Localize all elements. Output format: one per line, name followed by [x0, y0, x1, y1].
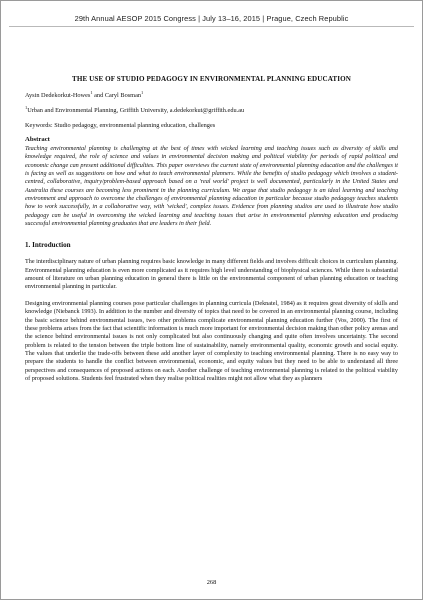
paper-body: [25, 75, 398, 391]
affiliation-text: Urban and Environmental Planning, Griffith University, a.dedekorkut@griffith.edu.au: [27, 107, 245, 114]
abstract-heading: Abstract: [25, 136, 50, 143]
paper-title: THE USE OF STUDIO PEDAGOGY IN ENVIRONMENTAL PLANNING EDUCATION: [72, 75, 351, 83]
affiliation-marker: 1: [90, 89, 93, 95]
affiliation-marker: 1: [141, 89, 144, 95]
page-number: 268: [206, 579, 217, 586]
affiliation: [25, 104, 398, 114]
section-heading: 1. Introduction: [25, 241, 71, 250]
body-paragraph: The interdisciplinary nature of urban planning requires basic knowledge in many different fields and involves difficult choices in curriculum planning. Environmental planning education is even more complicated as it requires high level understanding of biophysical sciences. While there is substantial amount of literature on urban planning education in general there is little on the environmental component of urban planning education or teaching environmental planning in particular.: [25, 258, 398, 291]
keywords: Keywords: Studio pedagogy, environmental planning education, challenges: [25, 122, 216, 129]
author-line: [25, 89, 398, 99]
author-connector: and: [92, 92, 105, 99]
author-name: Aysin Dedekorkut-Howes: [25, 92, 91, 99]
running-header: 29th Annual AESOP 2015 Congress | July 13–16, 2015 | Prague, Czech Republic: [74, 14, 349, 23]
body-paragraph: Designing environmental planning courses pose particular challenges in planning curricula (Deknatel, 1984) as it requires great diversity of skills and knowledge (Niebanck 1993). In addition to the number and diversity of topics that need to be covered in an environmental planning course, including the basic science behind environmental issues, two other problems complicate environmental planning education further (Vos, 2000). The first of these problems arises from the fact that scientific information is much more important for environmental decision making than other policy arenas and the science behind environmental issues is not only complicated but also continuously changing and quite often involves uncertainty. The second problem is related to the tension between the triple bottom line of sustainability, namely environmental quality, economic growth and social equity. The values that underlie the trade-offs between these add another layer of complexity to teaching environmental planning. There is no easy way to prepare the students to handle the conflict between environmental, economic, and equity values but they need to be able to understand all three perspectives and consequences of proposed actions on each. Another challenge of teaching environmental planning is related to the political viability of proposed solutions. Students feel frustrated when they realise political realities might not allow what they as planners: [25, 299, 398, 382]
header-divider: [9, 26, 414, 27]
author-name: Caryl Bosman: [104, 92, 142, 99]
affiliation-marker: 1: [25, 104, 28, 110]
abstract-text: Teaching environmental planning is challenging at the best of times with wicked learning and teaching issues such as diversity of skills and knowledge required, the role of science and values in environmental decision making and political viability for periods of rapid political and economic change can present additional difficulties. This paper overviews the current state of environmental planning education and the challenges it is facing as well as suggestions on how and what to teach environmental planners. While the benefits of studio pedagogy which involves a student-centred, collaborative, inquiry/problem-based approach based on a 'real world' project is well documented, particularly in the United States and Australia these courses are becoming less prominent in the planning curriculum. We argue that studio pedagogy is an ideal learning and teaching environment and approach to overcome the challenges of environmental planning education in particular because studio pedagogy teaches students how to work successfully, in a collaborative way, with 'wicked', complex issues. Evidence from planning studios are used to illustrate how studio pedagogy can be useful in overcoming the wicked learning and teaching issues that arise in environmental planning education and producing successful environmental planning graduates that are leaders in their field.: [25, 145, 398, 228]
